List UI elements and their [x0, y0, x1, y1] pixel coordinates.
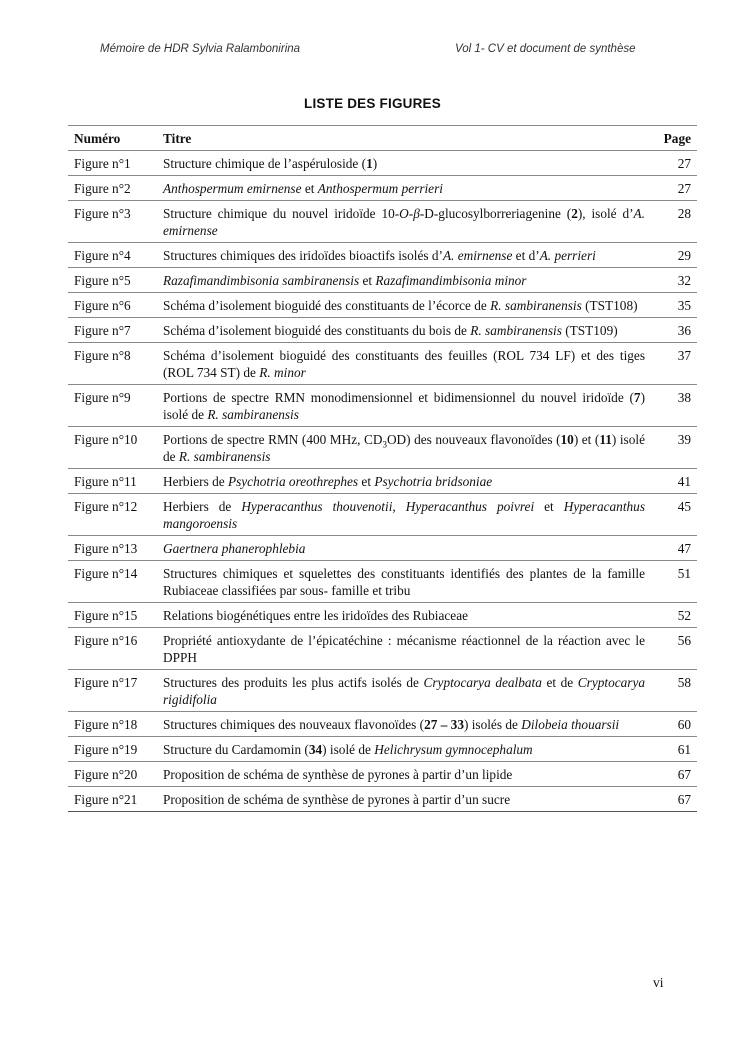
figure-title-segment: A. perrieri: [539, 248, 596, 263]
table-row: [68, 176, 697, 201]
figure-title-segment: ) isolé de: [163, 432, 645, 464]
figure-number: Figure n°9: [68, 385, 157, 427]
table-row: [68, 494, 697, 536]
figure-title-segment: A. emirnense: [163, 206, 645, 238]
figure-title-segment: et d’: [512, 248, 540, 263]
table-row: [68, 243, 697, 268]
figure-title-segment: 10: [560, 432, 574, 447]
figure-page: 67: [651, 762, 697, 787]
figure-title-segment: Structure du Cardamomin (: [163, 742, 309, 757]
figure-title-segment: Relations biogénétiques entre les iridoïdes des Rubiaceae: [163, 608, 468, 623]
figure-title-segment: Portions de spectre RMN monodimensionnel et bidimensionnel du nouvel iridoïde (: [163, 390, 634, 405]
table-body: [68, 151, 697, 812]
figure-title-segment: Herbiers de: [163, 499, 242, 514]
figure-title-segment: ) isolé de: [163, 390, 645, 422]
table-row: [68, 201, 697, 243]
figure-title-segment: ) isolés de: [463, 717, 522, 732]
figure-title-segment: β: [413, 206, 420, 221]
figure-number: Figure n°15: [68, 603, 157, 628]
figure-title-segment: Schéma d’isolement bioguidé des constituants de l’écorce de: [163, 298, 491, 313]
figure-title: [157, 762, 651, 787]
figures-table: [68, 125, 697, 812]
running-header-right: Vol 1- CV et document de synthèse: [455, 43, 636, 55]
figure-title-segment: Razafimandimbisonia minor: [375, 273, 527, 288]
figure-title: [157, 427, 651, 469]
figure-page: 41: [651, 469, 697, 494]
figure-title-segment: Schéma d’isolement bioguidé des constituants du bois de: [163, 323, 471, 338]
figure-title: [157, 201, 651, 243]
figure-number: Figure n°5: [68, 268, 157, 293]
figure-number: Figure n°10: [68, 427, 157, 469]
figure-title-segment: R. sambiranensis: [490, 298, 582, 313]
column-header-number: Numéro: [68, 126, 157, 151]
figure-number: Figure n°2: [68, 176, 157, 201]
figure-number: Figure n°13: [68, 536, 157, 561]
figure-title-segment: OD) des nouveaux flavonoïdes (: [386, 432, 561, 447]
figure-title-segment: Psychotria bridsoniae: [374, 474, 493, 489]
figure-title-segment: et: [358, 474, 375, 489]
figure-number: Figure n°3: [68, 201, 157, 243]
figure-page: 45: [651, 494, 697, 536]
figure-title: [157, 536, 651, 561]
figure-title-segment: Anthospermum emirnense: [163, 181, 302, 196]
column-header-title: Titre: [157, 126, 651, 151]
figure-title-segment: ,: [392, 499, 406, 514]
figure-title: [157, 712, 651, 737]
figure-number: Figure n°19: [68, 737, 157, 762]
figure-number: Figure n°11: [68, 469, 157, 494]
table-row: [68, 293, 697, 318]
table-row: [68, 737, 697, 762]
table-row: [68, 268, 697, 293]
table-row: [68, 427, 697, 469]
figure-page: 51: [651, 561, 697, 603]
running-header-left: Mémoire de HDR Sylvia Ralambonirina: [100, 43, 301, 55]
figure-title: [157, 243, 651, 268]
table-row: [68, 561, 697, 603]
figure-title-segment: 34: [308, 742, 323, 757]
figure-title-segment: Helichrysum gymnocephalum: [374, 742, 533, 757]
figure-page: 67: [651, 787, 697, 812]
figure-title-segment: R. minor: [259, 365, 306, 380]
figure-title: [157, 469, 651, 494]
figure-number: Figure n°14: [68, 561, 157, 603]
figure-title-segment: et: [301, 181, 318, 196]
table-row: [68, 603, 697, 628]
figure-number: Figure n°21: [68, 787, 157, 812]
figure-title-segment: Structures des produits les plus actifs isolés de: [163, 675, 424, 690]
figure-title-segment: Cryptocarya rigidifolia: [163, 675, 645, 707]
figure-number: Figure n°17: [68, 670, 157, 712]
table-row: [68, 151, 697, 176]
figure-title-segment: Hyperacanthus poivrei: [405, 499, 535, 514]
figure-title-segment: R. sambiranensis: [207, 407, 299, 422]
figure-title: [157, 176, 651, 201]
figure-page: 58: [651, 670, 697, 712]
figure-title-segment: 7: [633, 390, 641, 405]
figure-title-segment: et: [534, 499, 564, 514]
figure-title-segment: et: [359, 273, 376, 288]
figure-title-segment: 11: [599, 432, 612, 447]
figure-number: Figure n°12: [68, 494, 157, 536]
figure-title-segment: Structure chimique de l’aspéruloside (: [163, 156, 367, 171]
figure-title-segment: ): [372, 156, 378, 171]
table-row: [68, 469, 697, 494]
page-number: vi: [653, 975, 664, 990]
figure-title-segment: Anthospermum perrieri: [317, 181, 443, 196]
figure-title-segment: Portions de spectre RMN (400 MHz, CD: [163, 432, 383, 447]
figure-title-segment: ), isolé d’: [577, 206, 634, 221]
figure-title-segment: Structures chimiques et squelettes des constituants identifiés des plantes de la famille Rubiaceae classifiées par sous- famille et tribu: [163, 566, 645, 598]
figure-title: [157, 603, 651, 628]
figure-page: 56: [651, 628, 697, 670]
figure-title: [157, 268, 651, 293]
figure-title-segment: A. emirnense: [442, 248, 513, 263]
figure-title: [157, 318, 651, 343]
figure-title-segment: Psychotria oreothrephes: [227, 474, 359, 489]
figure-title: [157, 151, 651, 176]
table-header-row: [68, 126, 697, 151]
table-row: [68, 628, 697, 670]
figure-number: Figure n°8: [68, 343, 157, 385]
figure-page: 60: [651, 712, 697, 737]
figure-title: [157, 787, 651, 812]
figure-title-segment: et de: [541, 675, 578, 690]
figure-page: 29: [651, 243, 697, 268]
figure-title-segment: Hyperacanthus thouvenotii: [241, 499, 393, 514]
figure-title-segment: ) et (: [573, 432, 600, 447]
figure-title-segment: (TST109): [561, 323, 618, 338]
figure-title-segment: Proposition de schéma de synthèse de pyrones à partir d’un sucre: [163, 792, 511, 807]
figure-title: [157, 628, 651, 670]
figure-title-segment: 2: [571, 206, 578, 221]
figure-page: 61: [651, 737, 697, 762]
figure-title-segment: Proposition de schéma de synthèse de pyrones à partir d’un lipide: [163, 767, 513, 782]
figure-title-segment: ) isolé de: [322, 742, 375, 757]
figure-page: 27: [651, 151, 697, 176]
figure-title-segment: Dilobeia thouarsii: [521, 717, 620, 732]
table-row: [68, 787, 697, 812]
table-row: [68, 385, 697, 427]
figure-title-segment: -: [408, 206, 414, 221]
figure-number: Figure n°7: [68, 318, 157, 343]
figure-title-segment: Structure chimique du nouvel iridoïde 10-: [163, 206, 400, 221]
page-title: LISTE DES FIGURES: [304, 96, 441, 111]
figure-page: 35: [651, 293, 697, 318]
figure-page: 36: [651, 318, 697, 343]
table-row: [68, 762, 697, 787]
table-row: [68, 712, 697, 737]
figure-title-segment: Cryptocarya dealbata: [423, 675, 542, 690]
figure-number: Figure n°16: [68, 628, 157, 670]
figure-title-segment: Razafimandimbisonia sambiranensis: [163, 273, 360, 288]
figure-title-segment: O: [399, 206, 409, 221]
figure-page: 32: [651, 268, 697, 293]
figure-title: [157, 737, 651, 762]
figure-page: 37: [651, 343, 697, 385]
figure-number: Figure n°1: [68, 151, 157, 176]
figure-title: [157, 343, 651, 385]
figure-page: 38: [651, 385, 697, 427]
figure-title-segment: Structures chimiques des iridoïdes bioactifs isolés d’: [163, 248, 443, 263]
figure-title-segment: (TST108): [581, 298, 638, 313]
figure-number: Figure n°4: [68, 243, 157, 268]
figure-title: [157, 670, 651, 712]
figure-page: 52: [651, 603, 697, 628]
figure-page: 27: [651, 176, 697, 201]
figure-title-segment: Structures chimiques des nouveaux flavonoïdes (: [163, 717, 425, 732]
figure-title-segment: Herbiers de: [163, 474, 228, 489]
figure-title-segment: Gaertnera phanerophlebia: [163, 541, 306, 556]
figure-title-segment: -D-glucosylborreriagenine (: [419, 206, 572, 221]
column-header-page: Page: [651, 126, 697, 151]
figure-page: 47: [651, 536, 697, 561]
figure-page: 28: [651, 201, 697, 243]
figure-number: Figure n°18: [68, 712, 157, 737]
figure-title: [157, 385, 651, 427]
figure-title: [157, 293, 651, 318]
table-row: [68, 670, 697, 712]
table-row: [68, 343, 697, 385]
figure-title-segment: 27 – 33: [424, 717, 464, 732]
figure-title: [157, 561, 651, 603]
figure-title-segment: R. sambiranensis: [470, 323, 562, 338]
figure-title: [157, 494, 651, 536]
figure-title-segment: Hyperacanthus mangoroensis: [163, 499, 645, 531]
figure-page: 39: [651, 427, 697, 469]
table-row: [68, 318, 697, 343]
figure-number: Figure n°6: [68, 293, 157, 318]
figure-title-segment: 1: [366, 156, 373, 171]
table-row: [68, 536, 697, 561]
figure-number: Figure n°20: [68, 762, 157, 787]
figure-title-segment: 3: [382, 439, 387, 450]
figure-title-segment: Propriété antioxydante de l’épicatéchine : mécanisme réactionnel de la réaction avec le DPPH: [163, 633, 645, 665]
figure-title-segment: Schéma d’isolement bioguidé des constituants des feuilles (ROL 734 LF) et des tiges (ROL 734 ST) de: [163, 348, 645, 380]
figure-title-segment: R. sambiranensis: [178, 449, 271, 464]
